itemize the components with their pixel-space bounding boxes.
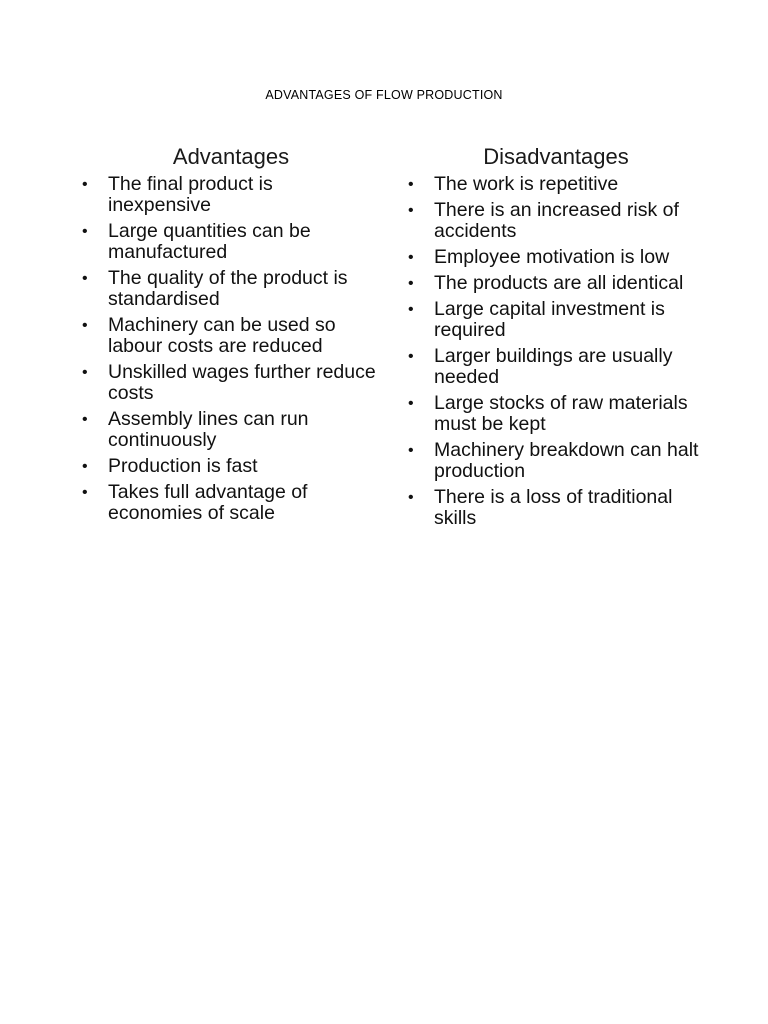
list-item-text: Larger buildings are usually needed — [434, 345, 673, 388]
bullet-icon: • — [82, 317, 88, 334]
list-item — [80, 482, 353, 524]
list-item — [406, 247, 744, 268]
list-item-text: The products are all identical — [434, 272, 684, 294]
list-item-text: The final product is inexpensive — [108, 173, 273, 216]
list-item — [80, 362, 410, 404]
bullet-icon: • — [408, 301, 414, 318]
bullet-icon: • — [82, 270, 88, 287]
list-item — [406, 346, 719, 388]
list-item-text: Large stocks of raw materials must be kept — [434, 392, 688, 435]
list-item-text: Production is fast — [108, 455, 258, 477]
list-item-text: There is a loss of traditional skills — [434, 486, 673, 529]
bullet-icon: • — [408, 395, 414, 412]
bullet-icon: • — [82, 411, 88, 428]
list-item-text: Machinery can be used so labour costs are reduced — [108, 314, 336, 357]
list-item-text: Large capital investment is required — [434, 298, 665, 341]
advantages-heading: Advantages — [172, 144, 290, 169]
list-item — [80, 174, 318, 216]
bullet-icon: • — [82, 458, 88, 475]
list-item — [80, 268, 388, 310]
advantages-column — [80, 142, 390, 529]
bullet-icon: • — [408, 176, 414, 193]
disadvantages-list — [406, 174, 726, 529]
list-item — [406, 200, 719, 242]
list-item — [80, 409, 353, 451]
bullet-icon: • — [408, 489, 414, 506]
bullet-icon: • — [82, 176, 88, 193]
bullet-icon: • — [408, 442, 414, 459]
list-item — [406, 487, 719, 529]
bullet-icon: • — [408, 202, 414, 219]
list-item-text: The quality of the product is standardised — [108, 267, 348, 310]
bullet-icon: • — [82, 484, 88, 501]
page-title: ADVANTAGES OF FLOW PRODUCTION — [265, 88, 503, 102]
list-item — [80, 221, 348, 263]
disadvantages-column — [406, 142, 726, 534]
bullet-icon: • — [408, 348, 414, 365]
list-item — [80, 315, 378, 357]
advantages-list — [80, 174, 390, 524]
list-item-text: Machinery breakdown can halt production — [434, 439, 699, 482]
list-item — [406, 273, 749, 294]
bullet-icon: • — [82, 364, 88, 381]
list-item — [406, 440, 734, 482]
list-item — [406, 174, 734, 195]
bullet-icon: • — [82, 223, 88, 240]
list-item-text: Takes full advantage of economies of scale — [108, 481, 308, 524]
bullet-icon: • — [408, 249, 414, 266]
bullet-icon: • — [408, 275, 414, 292]
list-item-text: Large quantities can be manufactured — [108, 220, 311, 263]
list-item-text: The work is repetitive — [434, 173, 619, 195]
list-item-text: Assembly lines can run continuously — [108, 408, 309, 451]
list-item — [406, 393, 734, 435]
list-item — [80, 456, 368, 477]
list-item-text: There is an increased risk of accidents — [434, 199, 679, 242]
list-item — [406, 299, 709, 341]
list-item-text: Unskilled wages further reduce costs — [108, 361, 376, 404]
disadvantages-heading: Disadvantages — [483, 144, 629, 169]
list-item-text: Employee motivation is low — [434, 246, 670, 268]
